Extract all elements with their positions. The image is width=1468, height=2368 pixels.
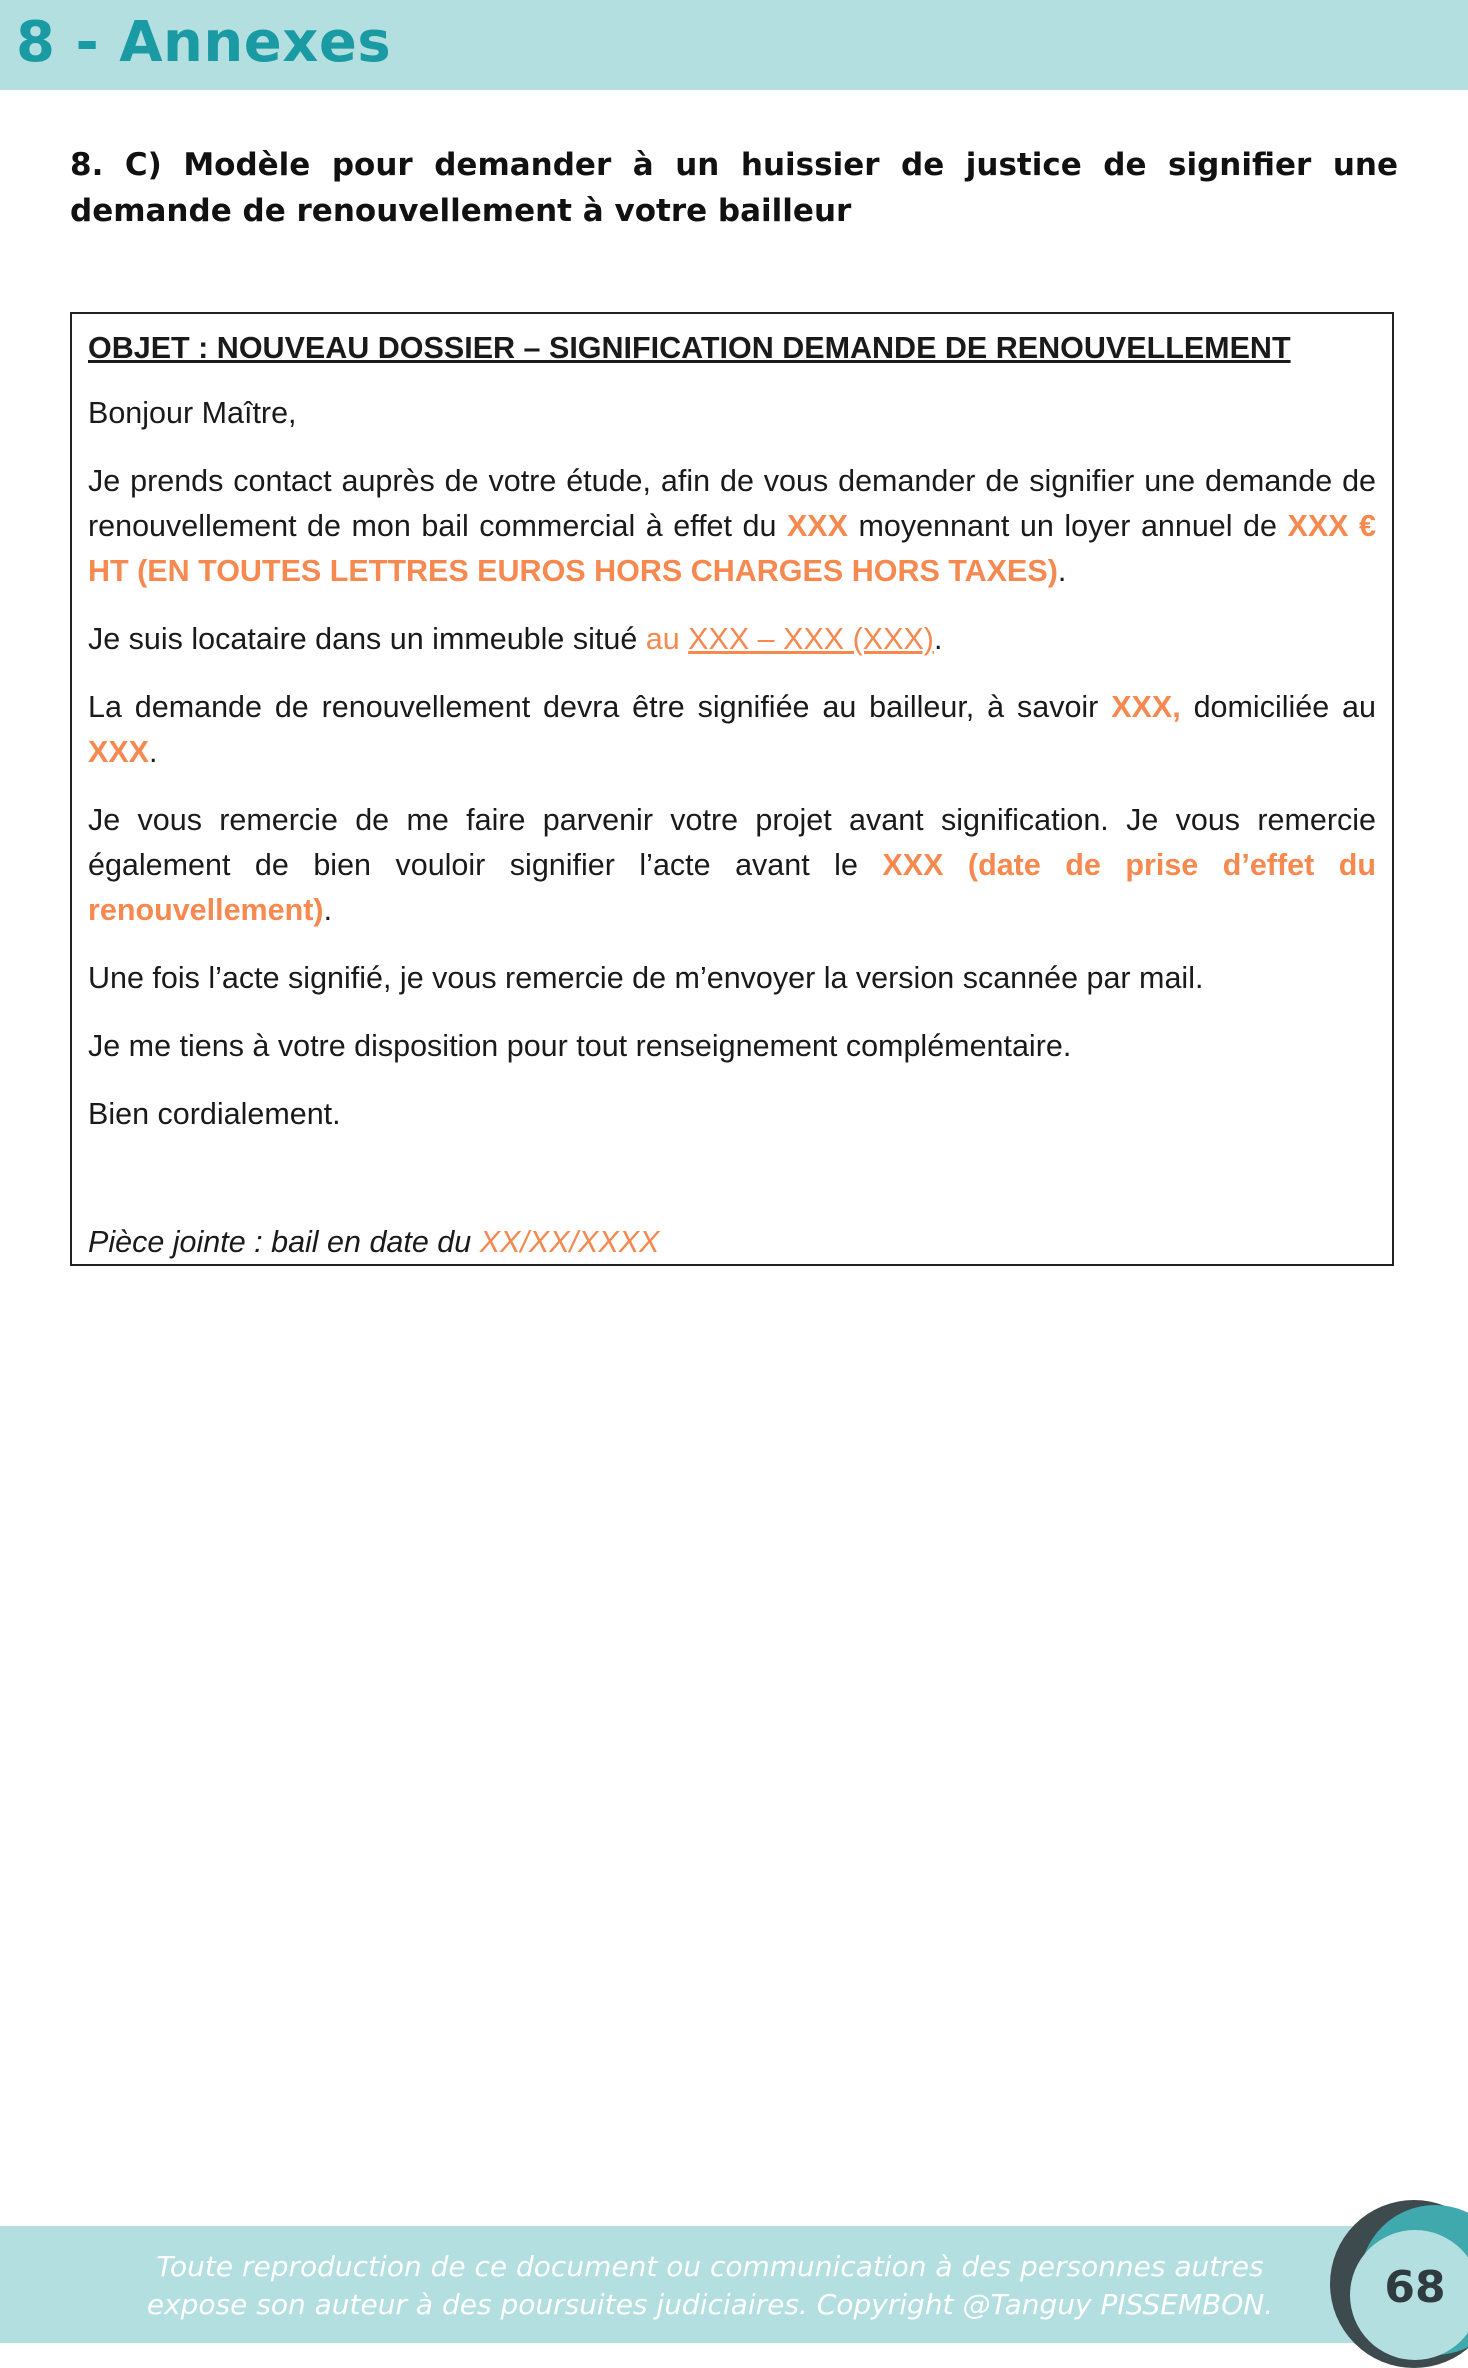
placeholder-landlord: XXX,: [1111, 690, 1181, 724]
text: Pièce jointe : bail en date du: [88, 1225, 480, 1259]
text: domiciliée au: [1180, 690, 1376, 724]
placeholder-date: XXX: [786, 509, 848, 543]
letter-paragraph-availability: Je me tiens à votre disposition pour tout renseignement complémentaire.: [88, 1029, 1072, 1063]
page-title: 8 - Annexes: [16, 10, 392, 75]
text: .: [1057, 554, 1067, 588]
letter-closing: Bien cordialement.: [88, 1097, 341, 1131]
section-heading: 8. C) Modèle pour demander à un huissier de justice de signifier une demande de renouvellement à votre bailleur: [70, 147, 1398, 229]
placeholder-address: XXX – XXX (XXX): [688, 622, 934, 656]
letter-paragraph-request: [88, 459, 1376, 594]
text: La demande de renouvellement devra être signifiée au bailleur, à savoir: [88, 690, 1112, 724]
text: Je vous remercie de me faire parvenir votre projet avant signification. Je vous remercie également de bien vouloir signifier l’acte avant le: [88, 803, 1376, 882]
letter-greeting: Bonjour Maître,: [88, 396, 297, 430]
letter-paragraph-project: [88, 798, 1376, 933]
letter-attachment: [88, 1220, 659, 1265]
letter-paragraph-landlord: [88, 685, 1376, 775]
placeholder-rent: XXX € HT (EN TOUTES LETTRES EUROS HORS CHARGES HORS TAXES): [88, 509, 1376, 588]
text: Je prends contact auprès de votre étude, afin de vous demander de signifier une demande de renouvellement de mon bail commercial à effet du: [88, 464, 1376, 543]
placeholder-lease-date: XX/XX/XXXX: [479, 1225, 660, 1259]
text: .: [323, 893, 333, 927]
footer-line: expose son auteur à des poursuites judiciaires. Copyright @Tanguy PISSEMBON.: [146, 2288, 1274, 2321]
page-number: 68: [1384, 2262, 1446, 2313]
footer-line: Toute reproduction de ce document ou communication à des personnes autres: [156, 2250, 1264, 2283]
placeholder-effective-date: XXX (date de prise d’effet du renouvellement): [88, 848, 1376, 927]
letter-template-box: [70, 312, 1394, 1266]
text: .: [149, 735, 158, 769]
text: Je suis locataire dans un immeuble situé: [88, 622, 646, 656]
letter-paragraph-tenant: [88, 617, 1376, 662]
letter-subject: OBJET : NOUVEAU DOSSIER – SIGNIFICATION DEMANDE DE RENOUVELLEMENT: [88, 331, 1291, 365]
text: .: [933, 622, 943, 656]
placeholder-landlord-address: XXX: [88, 735, 150, 769]
letter-paragraph-scan: Une fois l’acte signifié, je vous remercie de m’envoyer la version scannée par mail.: [88, 961, 1204, 995]
text: moyennant un loyer annuel de: [847, 509, 1288, 543]
footer-copyright: [60, 2248, 1360, 2324]
placeholder-prefix: au: [645, 622, 689, 656]
